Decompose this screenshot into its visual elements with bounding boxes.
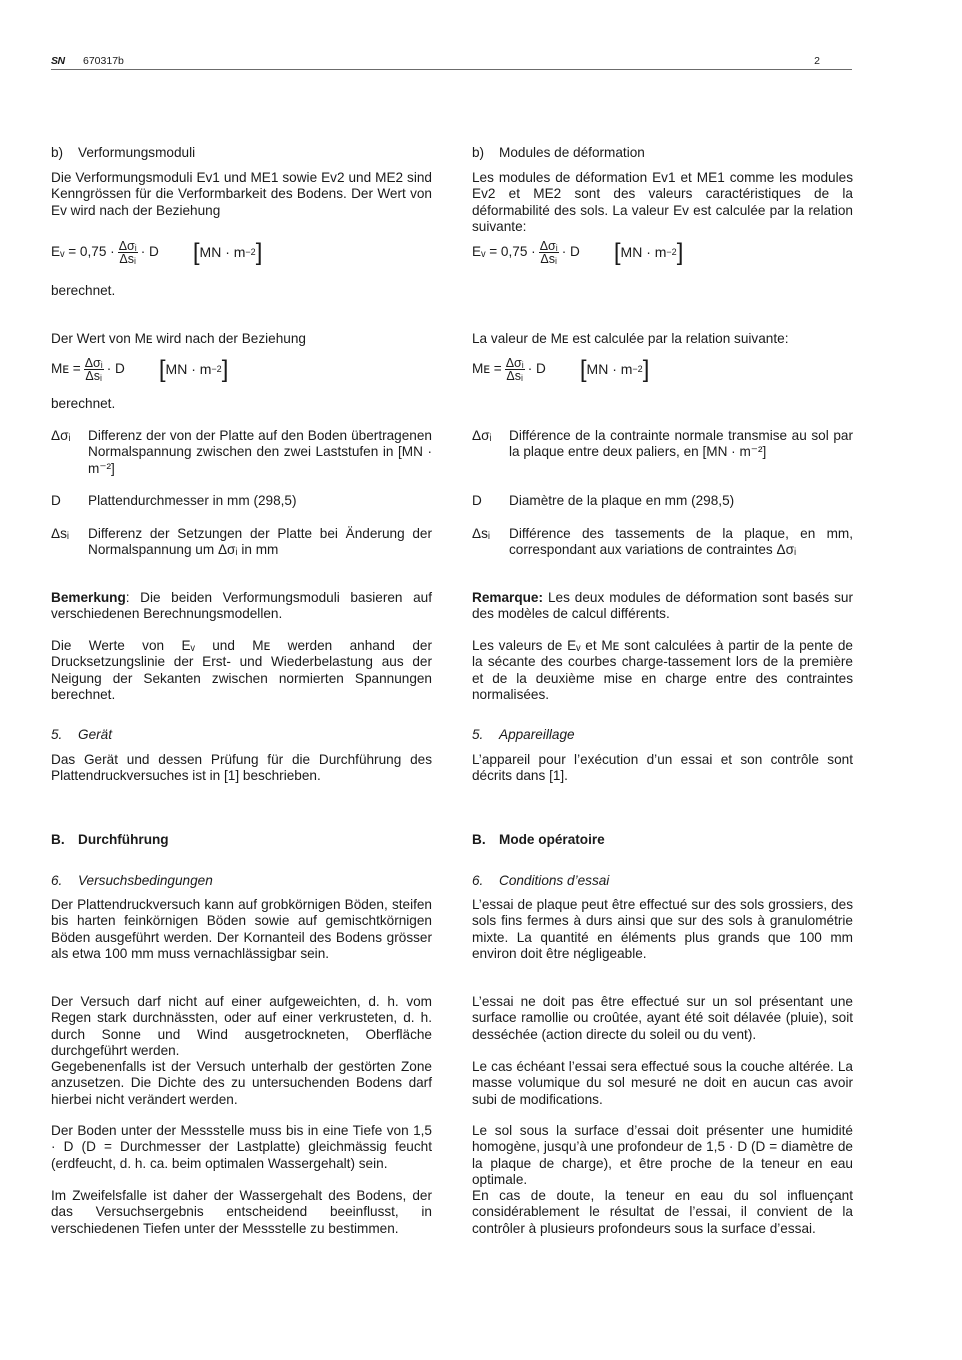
paragraph-me-intro: La valeur de Mᴇ est calculée par la relation suivante: (472, 331, 789, 346)
section-6-heading: 6. Versuchsbedingungen (51, 873, 213, 888)
paragraph-6c: Le cas échéant l’essai sera effectué sous la couche altérée. La masse volumique du sol mesuré ne doit en aucun cas avoir subi de modifications. (472, 1059, 853, 1107)
paragraph-6a: L’essai de plaque peut être effectué sur des sols grossiers, des sols fins fermes à durs ainsi que sur des sols à granulométrie mixte. La quantité en éléments plus grands que 100 mm environ doit être négligeable. (472, 897, 853, 961)
text-berechnet: berechnet. (51, 396, 116, 411)
unit-bracket: [ MN · m −2 ] (192, 238, 263, 266)
formula-me: Mᴇ = $\frac{\text{Δσᵢ}}{\text{Δsᵢ}}$ · D [ MN · m −2 ] (51, 355, 229, 383)
section-6-heading: 6. Conditions d’essai (472, 873, 610, 888)
formula-ev: Eᵥ = 0,75 · $\frac{\text{Δσᵢ}}{\text{Δsᵢ}}$ · D [ MN · m −2 ] (51, 238, 263, 266)
paragraph-6e: Im Zweifelsfalle ist daher der Wassergehalt des Bodens, der das Versuchsergebnis entscheidend beeinflusst, in verschiedenen Tiefen unter der Messstelle zu bestimmen. (51, 1188, 432, 1236)
section-5-heading: 5. Gerät (51, 727, 112, 742)
section-B-heading: B. Mode opératoire (472, 832, 605, 847)
fraction: $\frac{\text{Δσᵢ}}{\text{Δsᵢ}}$ (84, 356, 103, 383)
section-b-heading: b) Verformungsmoduli (51, 145, 196, 160)
paragraph-6a: Der Plattendruckversuch kann auf grobkörnigen Böden, steifen bis harten feinkörnigen Böden sowie auf gemischtkörnigen Böden ausgeführt werden. Der Kornanteil des Bodens grösser als etwa 100 mm muss vernachlässigbar sein. (51, 897, 432, 961)
paragraph-moduli-intro: Die Verformungsmoduli Ev1 und ME1 sowie Ev2 und ME2 sind Kenngrössen für die Verformbarkeit des Bodens. Der Wert von Ev wird nach der Beziehung (51, 170, 432, 218)
column-french: b) Modules de déformation Les modules de déformation Ev1 et ME1 comme les modules Ev2 et ME2 sont des valeurs caractéristiques de la déformabilité des sols. La valeur Ev est calculée par la relation suivante: Eᵥ = 0,75 · $\frac{\text{Δσᵢ}}{\text{Δsᵢ}}$ · D [ MN · m −2 ] La valeur de Mᴇ est calculée par la relation suivante: Mᴇ = $\frac{\text{Δσᵢ}}{\text{Δsᵢ}}$ · D [ MN · m −2 ] Δσᵢ Différence de la contrainte normale transmise au sol par la plaque entre deux paliers, en [MN · m⁻²] D Diamètre de la plaque en mm (298,5) Δsᵢ Différence des tassements de la plaque, en mm, correspondant aux variations de contraintes Δσᵢ Remarque: Les deux modules de déformation sont basés sur des modèles de calcul différents. Les valeurs de Eᵥ et Mᴇ sont calculées à partir de la pente de la sécante des courbes charge-tassement lors de la première et de la deuxième mise en charge entre des contraintes normalisées. 5. Appareillage L’appareil pour l’exécution d’un essai et son contrôle sont décrits dans [1]. B. Mode opératoire 6. Conditions d’essai L’essai de plaque peut être effectué sur des sols grossiers, des sols fins fermes à durs ainsi que sur des sols à granulométrie mixte. La quantité en éléments plus grands que 100 mm environ doit être négligeable. L’essai ne doit pas être effectué sur un sol présentant une surface ramollie ou croûtée, ayant été soit délavée (pluie), soit desséchée (action directe du soleil ou du vent). Le cas échéant l’essai sera effectué sous la couche altérée. La masse volumique du sol mesuré ne doit en aucun cas avoir subi de modifications. Le sol sous la surface d’essai doit présenter une humidité homogène, jusqu’à une profondeur de 1,5 · D (D = diamètre de la plaque de charge), et être proche de la teneur en eau optimale. En cas de doute, la teneur en eau du sol influençant considérablement le résultat de l’essai, il convient de la contrôler à plusieurs profondeurs sous la surface d’essai. (472, 145, 853, 1236)
paragraph-values: Die Werte von Eᵥ und Mᴇ werden anhand der Drucksetzungslinie der Erst- und Wiederbelastung aus der Neigung der Sekanten zwischen normierten Spannungen berechnet. (51, 638, 432, 702)
section-B-heading: B. Durchführung (51, 832, 169, 847)
paragraph-6b: Der Versuch darf nicht auf einer aufgeweichten, d. h. vom Regen stark durchnässten, oder auf einer verkrusteten, d. h. durch Sonne und Wind ausgetrockneten, Oberfläche durchgeführt werden. (51, 994, 432, 1058)
unit-bracket: [ MN · m −2 ] (613, 238, 684, 266)
formula-ev: Eᵥ = 0,75 · $\frac{\text{Δσᵢ}}{\text{Δsᵢ}}$ · D [ MN · m −2 ] (472, 238, 684, 266)
section-5-heading: 5. Appareillage (472, 727, 575, 742)
paragraph-6c: Gegebenenfalls ist der Versuch unterhalb der gestörten Zone anzusetzen. Die Dichte des zu untersuchenden Bodens darf hierbei nicht verändert werden. (51, 1059, 432, 1107)
fraction: $\frac{\text{Δσᵢ}}{\text{Δsᵢ}}$ (505, 356, 524, 383)
paragraph-values: Les valeurs de Eᵥ et Mᴇ sont calculées à partir de la pente de la sécante des courbes charge-tassement lors de la première et de la deuxième mise en charge entre des contraintes normalisées. (472, 638, 853, 702)
paragraph-6e: En cas de doute, la teneur en eau du sol influençant considérablement le résultat de l’essai, il convient de la contrôler à plusieurs profondeurs sous la surface d’essai. (472, 1188, 853, 1236)
column-german: b) Verformungsmoduli Die Verformungsmoduli Ev1 und ME1 sowie Ev2 und ME2 sind Kenngrössen für die Verformbarkeit des Bodens. Der Wert von Ev wird nach der Beziehung Eᵥ = 0,75 · $\frac{\text{Δσᵢ}}{\text{Δsᵢ}}$ · D [ MN · m −2 ] berechnet. Der Wert von Mᴇ wird nach der Beziehung Mᴇ = $\frac{\text{Δσᵢ}}{\text{Δsᵢ}}$ · D [ MN · m −2 ] berechnet. Δσᵢ Differenz der von der Platte auf den Boden übertragenen Normalspannung zwischen den zwei Laststufen in [MN · m⁻²] D Plattendurchmesser in mm (298,5) Δsᵢ Differenz der Setzungen der Platte bei Änderung der Normalspannung um Δσᵢ in mm Bemerkung: Die beiden Verformungsmoduli basieren auf verschiedenen Berechnungsmodellen. Die Werte von Eᵥ und Mᴇ werden anhand der Drucksetzungslinie der Erst- und Wiederbelastung aus der Neigung der Sekanten zwischen normierten Spannungen berechnet. 5. Gerät Das Gerät und dessen Prüfung für die Durchführung des Plattendruckversuches ist in [1] beschrieben. B. Durchführung 6. Versuchsbedingungen Der Plattendruckversuch kann auf grobkörnigen Böden, steifen bis harten feinkörnigen Böden sowie auf gemischtkörnigen Böden ausgeführt werden. Der Kornanteil des Bodens grösser als etwa 100 mm muss vernachlässigbar sein. Der Versuch darf nicht auf einer aufgeweichten, d. h. vom Regen stark durchnässten, oder auf einer verkrusteten, d. h. durch Sonne und Wind ausgetrockneten, Oberfläche durchgeführt werden. Gegebenenfalls ist der Versuch unterhalb der gestörten Zone anzusetzen. Die Dichte des zu untersuchenden Bodens darf hierbei nicht verändert werden. Der Boden unter der Messstelle muss bis in eine Tiefe von 1,5 · D (D = Durchmesser der Lastplatte) gleichmässig feucht (erdfeucht, d. h. ca. beim optimalen Wassergehalt) sein. Im Zweifelsfalle ist daher der Wassergehalt des Bodens, der das Versuchsergebnis entscheidend beeinflusst, in verschiedenen Tiefen unter der Messstelle zu bestimmen. (51, 145, 432, 1236)
paragraph-6b: L’essai ne doit pas être effectué sur un sol présentant une surface ramollie ou croûtée, ayant été soit délavée (pluie), soit desséchée (action directe du soleil ou du vent). (472, 994, 853, 1042)
paragraph-me-intro: Der Wert von Mᴇ wird nach der Beziehung (51, 331, 306, 346)
paragraph-6d: Der Boden unter der Messstelle muss bis in eine Tiefe von 1,5 · D (D = Durchmesser der Lastplatte) gleichmässig feucht (erdfeucht, d. h. ca. beim optimalen Wassergehalt) sein. (51, 1123, 432, 1171)
formula-me: Mᴇ = $\frac{\text{Δσᵢ}}{\text{Δsᵢ}}$ · D [ MN · m −2 ] (472, 355, 650, 383)
paragraph-appareillage: L’appareil pour l’exécution d’un essai et son contrôle sont décrits dans [1]. (472, 752, 853, 784)
text-berechnet: berechnet. (51, 283, 116, 298)
remark-paragraph: Bemerkung: Die beiden Verformungsmoduli basieren auf verschiedenen Berechnungsmodellen. (51, 590, 432, 622)
paragraph-geraet: Das Gerät und dessen Prüfung für die Durchführung des Plattendruckversuches ist in [1] beschrieben. (51, 752, 432, 784)
fraction: $\frac{\text{Δσᵢ}}{\text{Δsᵢ}}$ (118, 239, 137, 266)
section-b-heading: b) Modules de déformation (472, 145, 645, 160)
unit-bracket: [ MN · m −2 ] (579, 355, 650, 383)
remark-paragraph: Remarque: Les deux modules de déformation sont basés sur des modèles de calcul différents. (472, 590, 853, 622)
unit-bracket: [ MN · m −2 ] (158, 355, 229, 383)
paragraph-6d: Le sol sous la surface d’essai doit présenter une humidité homogène, jusqu’à une profondeur de 1,5 · D (D = diamètre de la plaque de charge), et être proche de la teneur en eau optimale. (472, 1123, 853, 1187)
sn-logo: SN (51, 55, 65, 67)
document-number: 670317b (83, 55, 124, 67)
paragraph-moduli-intro: Les modules de déformation Ev1 et ME1 comme les modules Ev2 et ME2 sont des valeurs caractéristiques de la déformabilité des sols. La valeur Ev est calculée par la relation suivante: (472, 170, 853, 234)
page-number: 2 (814, 55, 820, 67)
fraction: $\frac{\text{Δσᵢ}}{\text{Δsᵢ}}$ (539, 239, 558, 266)
